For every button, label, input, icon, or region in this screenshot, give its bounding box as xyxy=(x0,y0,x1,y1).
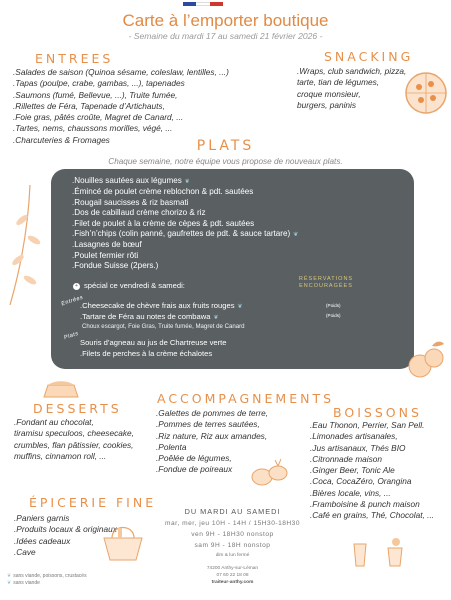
special-entree-1: .Cheesecake de chèvre frais aux fruits rouges ❦ xyxy=(80,301,243,310)
list-item: .Café en grains, Thé, Chocolat, ... xyxy=(310,510,435,521)
page-title: Carte à l’emporter boutique xyxy=(122,11,329,30)
desserts-list xyxy=(14,417,134,462)
list-item: tiramisu speculoos, cheesecake, xyxy=(14,428,134,439)
address: 74200 Anthy-sur-Léman xyxy=(206,566,259,571)
opening-hours-line: mar, mer, jeu 10H - 14H / 15H30-18H30 xyxy=(164,520,301,527)
phone: 07 60 22 18 08 xyxy=(216,573,249,578)
list-item: tarte, tian de légumes, xyxy=(297,77,380,88)
list-item: .Charcuteries & Fromages xyxy=(13,134,110,145)
list-item: .Filet de poulet à la crème de cèpes & pdt. sautées xyxy=(72,218,255,228)
list-item: .Framboisine & punch maison xyxy=(310,499,420,510)
list-item: .Tapas (poulpe, crabe, gambas, ...), tapenades xyxy=(13,78,185,89)
boissons-list xyxy=(310,420,434,522)
list-item: burgers, paninis xyxy=(297,99,357,110)
list-item: .Cave xyxy=(14,546,36,557)
list-item: crumbles, flan pâtissier, cookies, xyxy=(14,439,134,450)
list-item: .Rillettes de Féra, Tapenade d’Artichauts, xyxy=(13,100,165,111)
list-item: .Ginger Beer, Tonic Ale xyxy=(310,465,395,476)
cake-illustration-icon xyxy=(40,377,82,399)
list-item: .Saumons (fumé, Bellevue, ...), Truite fumée, xyxy=(13,89,178,100)
basket-illustration-icon xyxy=(100,518,146,562)
accompagnements-title: ACCOMPAGNEMENTS xyxy=(157,391,335,406)
list-item: .Fish’n’chips (colin panné, gaufrettes de pdt. & sauce tartare) ❦ xyxy=(72,229,299,239)
leaf-icon: ❦ xyxy=(7,573,12,579)
snacking-list xyxy=(297,66,406,111)
pizza-illustration-icon xyxy=(403,70,449,116)
entrees-list xyxy=(13,67,229,146)
herb-sprig-illustration-icon xyxy=(0,180,52,310)
reservation-note: (Poids) xyxy=(326,303,341,308)
list-item: .Poulet fermier rôti xyxy=(72,250,139,260)
opening-days: DU MARDI AU SAMEDI xyxy=(184,507,281,516)
desserts-title: DESSERTS xyxy=(33,401,122,416)
vegetables-illustration-icon xyxy=(248,455,292,489)
leaf-icon: ❦ xyxy=(213,315,219,321)
entrees-title: ENTREES xyxy=(35,51,114,66)
leaf-icon: ❦ xyxy=(184,179,190,185)
list-item: muffins, cinnamon roll, ... xyxy=(14,450,107,461)
special-plat-2: .Filets de perches à la crème échalotes xyxy=(80,349,213,358)
list-item: .Lasagnes de bœuf xyxy=(72,240,142,250)
list-item: .Salades de saison (Quinoa sésame, coleslaw, lentilles, ...) xyxy=(13,67,229,77)
list-item: .Jus artisanaux, Thés BIO xyxy=(310,442,406,453)
list-item: .Foie gras, pâtés croûte, Magret de Canard, ... xyxy=(13,112,184,123)
opening-hours-line: ven 9H - 18H30 nonstop xyxy=(191,531,274,538)
list-item: .Fondue de poireaux xyxy=(156,464,233,475)
list-item: .Citronnade maison xyxy=(310,453,382,464)
list-item: .Émincé de poulet crème reblochon & pdt. sautées xyxy=(72,187,254,197)
french-flag-icon xyxy=(183,2,223,6)
list-item: .Riz nature, Riz aux amandes, xyxy=(156,430,268,441)
closed-days: dim & lun fermé xyxy=(215,553,250,558)
list-item: .Poêlée de légumes, xyxy=(156,453,232,464)
list-item: croque monsieur, xyxy=(297,88,361,99)
website-link[interactable]: traiteur-anthy.com xyxy=(211,580,254,585)
list-item: .Bières locale, vins, ... xyxy=(310,487,391,498)
list-item: .Idées cadeaux xyxy=(14,535,71,546)
plats-title: PLATS xyxy=(196,138,255,154)
list-item: .Fondant au chocolat, xyxy=(14,417,94,427)
leaf-icon: ❦ xyxy=(7,580,12,586)
plats-list xyxy=(72,176,298,272)
boissons-title: BOISSONS xyxy=(333,405,422,420)
list-item: .Dos de cabillaud crème chorizo & riz xyxy=(72,208,206,218)
reservation-note: (Poids) xyxy=(326,313,341,318)
reservations-title: RÉSERVATIONS ENCOURAGÉES xyxy=(298,276,354,289)
special-entrees-label: Entrées xyxy=(60,294,85,308)
list-item: .Galettes de pommes de terre, xyxy=(156,408,269,418)
special-plat-1: Souris d’agneau au jus de Chartreuse verte xyxy=(80,338,227,347)
list-item: .Wraps, club sandwich, pizza, xyxy=(297,66,407,76)
list-item: .Nouilles sautées aux légumes ❦ xyxy=(72,176,190,185)
list-item: .Pommes de terres sautées, xyxy=(156,419,260,430)
special-entrees-note: Choux escargot, Foie Gras, Truite fumée, Magret de Canard xyxy=(82,323,245,330)
list-item: .Eau Thonon, Perrier, San Pell. xyxy=(310,420,425,430)
opening-hours-line: sam 9H - 18H nonstop xyxy=(194,542,271,549)
legend-item: ❦ sans viande xyxy=(7,580,40,586)
epicerie-title: ÉPICERIE FINE xyxy=(29,495,157,510)
plus-icon: + xyxy=(73,283,80,290)
snacking-title: SNACKING xyxy=(324,49,414,64)
list-item: .Tartes, nems, chaussons morilles, végé, ... xyxy=(13,123,173,134)
leaf-icon: ❦ xyxy=(293,232,299,239)
leaf-icon: ❦ xyxy=(237,304,243,310)
cups-illustration-icon xyxy=(348,530,408,570)
plats-subtitle: Chaque semaine, notre équipe vous propose de nouveaux plats. xyxy=(108,157,343,166)
special-plats-label: Plats xyxy=(63,330,80,342)
list-item: .Fondue Suisse (2pers.) xyxy=(72,261,159,271)
list-item: .Produits locaux & originaux xyxy=(14,524,117,535)
apricot-illustration-icon xyxy=(402,336,448,386)
special-heading: + spécial ce vendredi & samedi: xyxy=(73,281,185,290)
list-item: .Coca, CocaZéro, Orangina xyxy=(310,476,412,487)
special-entree-2: .Tartare de Féra au notes de combawa ❦ xyxy=(80,312,219,321)
week-subtitle: - Semaine du mardi 17 au samedi 21 février 2026 - xyxy=(128,31,323,41)
list-item: .Paniers garnis xyxy=(14,513,70,523)
list-item: .Polenta xyxy=(156,441,187,452)
legend-item: ❦ sans viande, poissons, crustacés xyxy=(7,573,87,579)
list-item: .Rougail saucisses & riz basmati xyxy=(72,197,189,207)
list-item: .Limonades artisanales, xyxy=(310,431,398,442)
